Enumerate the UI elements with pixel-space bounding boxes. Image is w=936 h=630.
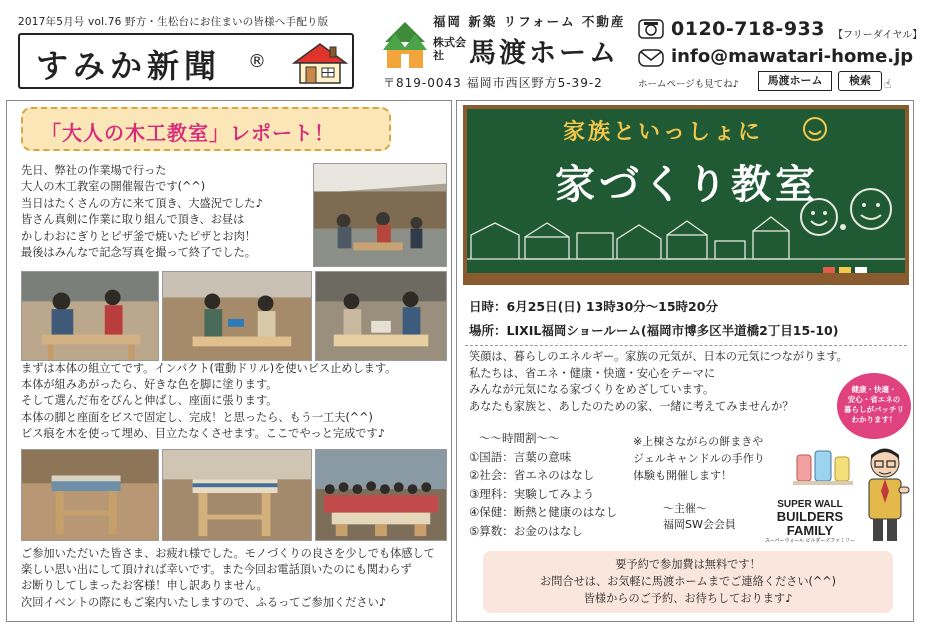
process-line: まずは本体の組立てです。インパクト(電動ドリル)を使いビス止めします。 [21, 362, 397, 375]
notice-line: 皆様からのご予約、お待ちしております♪ [583, 592, 793, 605]
logo-text: BUILDERS [776, 509, 844, 524]
intro-line: 皆さん真剣に作業に取り組んで頂き、お昼は [21, 213, 245, 227]
staff-illustration [859, 443, 911, 543]
timetable-item: ③理科：実験してみよう [469, 486, 595, 501]
description-line: 私たちは、省エネ・健康・快適・安心をテーマに [469, 366, 716, 380]
search-box [758, 71, 914, 91]
chalkboard-title: 家づくり教室 [555, 162, 819, 208]
intro-line: 先日、弊社の作業場で行った [21, 164, 167, 177]
company-logo [383, 20, 427, 70]
host-line: ～主催～ [663, 502, 707, 515]
bubble-line: 暮らしがバッチリ [844, 405, 904, 414]
highlight-bubble [837, 373, 911, 439]
intro-line: かしわおにぎりとピザ釜で焼いたピザとお肉！ [21, 229, 256, 243]
host-info [655, 495, 859, 543]
timetable-item: ④保健：断熱と健康のはなし [469, 505, 618, 519]
timetable-item: ①国語：言葉の意味 [469, 449, 572, 464]
host-text [663, 501, 736, 533]
process-line: 本体が組みあがったら、好きな色を脚に塗ります。 [21, 378, 278, 392]
stool-photo-2 [162, 449, 312, 541]
report-title: 「大人の木工教室」レポート！ [41, 121, 335, 145]
intro-line: 最後はみんなで記念写真を撮って終了でした。 [21, 246, 256, 260]
header [0, 0, 936, 96]
cursor-icon: ☝ [884, 77, 892, 91]
company-name: 馬渡ホーム [469, 38, 619, 69]
report-banner [21, 107, 391, 151]
description-line: あなたも家族と、あしたのための家、一緒に考えてみませんか？ [469, 399, 794, 413]
process-line: ビス痕を木を使って埋め、目立たなくさせます。ここでやっと完成です♪ [21, 426, 385, 440]
notice-line: 要予約で参加費は無料です！ [615, 558, 761, 571]
notice-line: お問合せは、お気軽に馬渡ホームまでご連絡ください(^^) [540, 575, 836, 588]
event-venue: 場所：LIXIL福岡ショールーム(福岡市博多区半道橋2丁目15-10) [469, 323, 839, 338]
group-photo [315, 449, 447, 541]
phone-icon [638, 19, 664, 39]
house-class-section [456, 100, 914, 622]
company-services: 福岡 新築 リフォーム 不動産 [433, 14, 626, 29]
reservation-notice [483, 551, 893, 613]
closing-line: 楽しい思い出にして頂ければ幸いです。また今回お電話頂いたのにも関わらず [21, 563, 412, 577]
tel-note: 【フリーダイヤル】 [833, 30, 923, 41]
note-line: ※上棟さながらの餅まきや [633, 435, 764, 448]
description-line: みんなが元気になる家づくりをめざしています。 [469, 383, 715, 397]
chalkboard-banner [463, 105, 909, 285]
intro-line: 大人の木工教室の開催報告です(^^) [21, 180, 206, 194]
tel-number[interactable]: 0120-718-933 [671, 18, 825, 40]
bubble-line: 安心・省エネの [847, 395, 901, 404]
process-line: そして選んだ布をぴんと伸ばし、座面に張ります。 [21, 394, 278, 408]
masthead-title: すみか新聞 [36, 47, 222, 85]
process-line: 本体の脚と座面をビスで固定し、完成！と思ったら、もう一工夫(^^) [21, 410, 373, 424]
logo-text: FAMILY [786, 523, 834, 538]
registered-mark: ® [248, 51, 266, 72]
intro-line: 当日はたくさんの方に来て頂き、大盛況でした♪ [21, 196, 263, 210]
company-type: 株式会社 [433, 36, 466, 62]
bubble-line: 健康・快適・ [851, 385, 897, 394]
timetable-heading: ～～時間割～～ [479, 431, 560, 445]
description-line: 笑顔は、暮らしのエネルギー。家族の元気が、日本の元気につながります。 [469, 350, 848, 363]
workshop-tent-photo [313, 163, 447, 267]
note-line: ジェルキャンドルの手作り [633, 452, 765, 465]
gel-candle-image [793, 441, 853, 487]
super-wall-logo [763, 499, 857, 544]
assembly-photo [21, 271, 159, 361]
woodwork-report-section [6, 100, 452, 622]
process-description [21, 361, 447, 442]
drilling-photo [162, 271, 312, 361]
divider [465, 345, 907, 346]
report-intro [21, 163, 303, 261]
note-line: 体験も開催します！ [633, 469, 732, 482]
painting-photo [315, 271, 447, 361]
closing-message [21, 546, 447, 611]
email-address[interactable]: info@mawatari-home.jp [671, 46, 914, 67]
timetable-item: ②社会：省エネのはなし [469, 468, 595, 482]
chalkboard-subtitle: 家族といっしょに [563, 120, 764, 145]
search-button[interactable]: 検索 [838, 71, 882, 91]
house-icon [290, 41, 350, 85]
search-term[interactable]: 馬渡ホーム [758, 71, 832, 91]
timetable [469, 429, 617, 540]
event-description [469, 349, 848, 415]
closing-line: ご参加いただいた皆さま、お疲れ様でした。モノづくりの良さを少しでも体感して [21, 547, 435, 560]
host-line: 福岡SW会会員 [663, 518, 736, 531]
logo-text: SUPER WALL [777, 499, 843, 510]
masthead [18, 33, 354, 89]
closing-line: 次回イベントの際にもご案内いたしますので、ふるってご参加ください♪ [21, 595, 386, 609]
homepage-note: ホームページも見てね♪ [638, 79, 739, 90]
event-date: 日時：6月25日(日) 13時30分～15時20分 [469, 299, 718, 314]
bubble-line: わかります！ [851, 415, 897, 424]
logo-text: スーパーウォール ビルダーズファミリー [764, 538, 856, 544]
timetable-item: ⑤算数：お金のはなし [469, 523, 583, 538]
mail-icon [638, 48, 664, 68]
company-address: 〒819-0043 福岡市西区野方5-39-2 [383, 76, 603, 90]
closing-line: お断りしてしまったお客様！申し訳ありません。 [21, 579, 268, 593]
extra-activities-note [633, 433, 765, 484]
issue-line: 2017年5月号 vol.76 野方・生松台にお住まいの皆様へ手配り版 [18, 16, 329, 28]
stool-photo-1 [21, 449, 159, 541]
